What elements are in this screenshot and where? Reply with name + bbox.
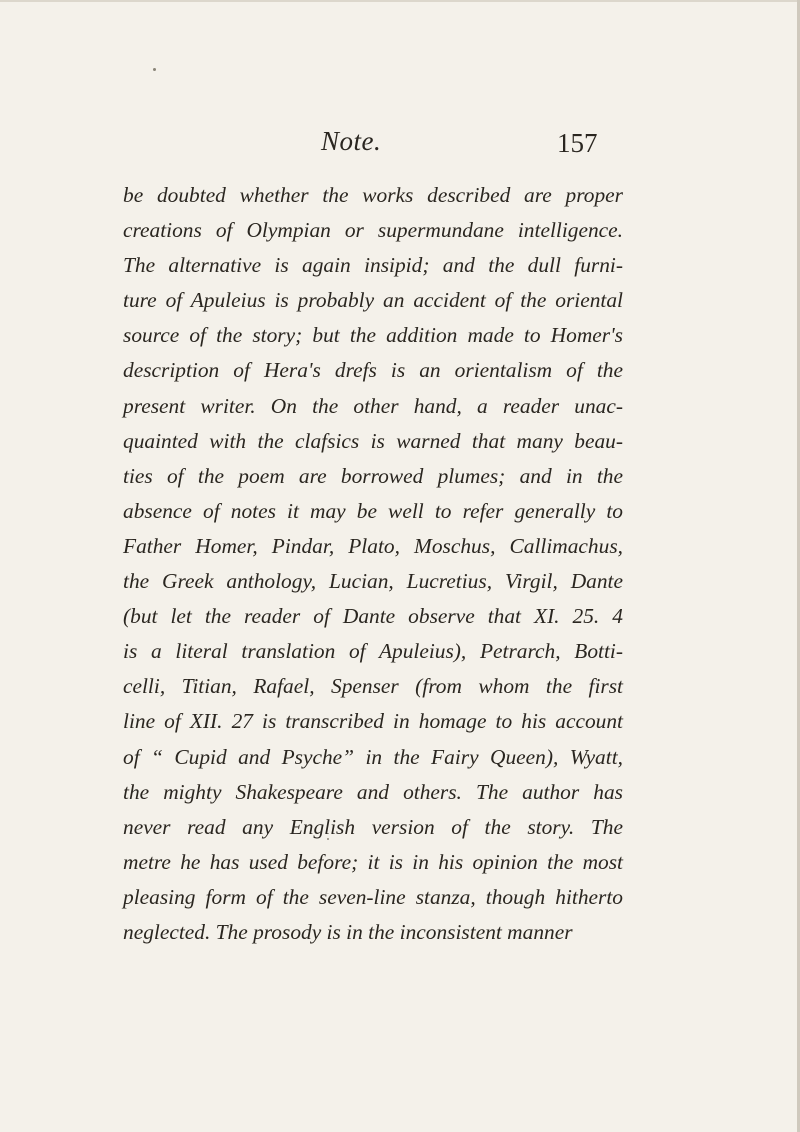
text-line: the mighty Shakespeare and others. The author has [123, 779, 623, 804]
text-line: present writer. On the other hand, a reader unac- [123, 393, 623, 418]
text-line: The alternative is again insipid; and the dull furni- [123, 253, 623, 278]
text-line: neglected. The prosody is in the inconsistent manner [123, 919, 573, 944]
text-line: (but let the reader of Dante observe that XI. 25. 4 [123, 604, 623, 629]
text-line: is a literal translation of Apuleius), Petrarch, Botti- [123, 639, 623, 664]
paper-speck [153, 68, 156, 71]
page-edge-top [0, 0, 800, 2]
text-line: Father Homer, Pindar, Plato, Moschus, Callimachus, [123, 533, 623, 558]
text-line: ture of Apuleius is probably an accident of the oriental [123, 288, 623, 313]
text-line: be doubted whether the works described are proper [123, 183, 623, 207]
text-line: creations of Olympian or supermundane intelligence. [123, 218, 623, 243]
text-line: source of the story; but the addition made to Homer's [123, 323, 623, 348]
text-line: never read any English version of the story. The [123, 814, 623, 839]
running-head [0, 126, 800, 166]
text-line: ties of the poem are borrowed plumes; and in the [123, 463, 623, 488]
text-line: of “ Cupid and Psyche” in the Fairy Queen), Wyatt, [123, 744, 623, 769]
text-line: line of XII. 27 is transcribed in homage to his account [123, 709, 623, 734]
text-line: quainted with the clafsics is warned that many beau- [123, 428, 623, 453]
text-line: metre he has used before; it is in his opinion the most [123, 849, 623, 874]
running-head-title: Note. [321, 126, 382, 156]
text-line: absence of notes it may be well to refer generally to [123, 498, 623, 523]
text-line: description of Hera's drefs is an orientalism of the [123, 358, 623, 383]
text-line: celli, Titian, Rafael, Spenser (from whom the first [123, 674, 623, 699]
page-number: 157 [557, 128, 598, 158]
body-text [123, 178, 623, 950]
text-line: the Greek anthology, Lucian, Lucretius, Virgil, Dante [123, 569, 623, 594]
text-line: pleasing form of the seven-line stanza, though hitherto [123, 884, 623, 909]
